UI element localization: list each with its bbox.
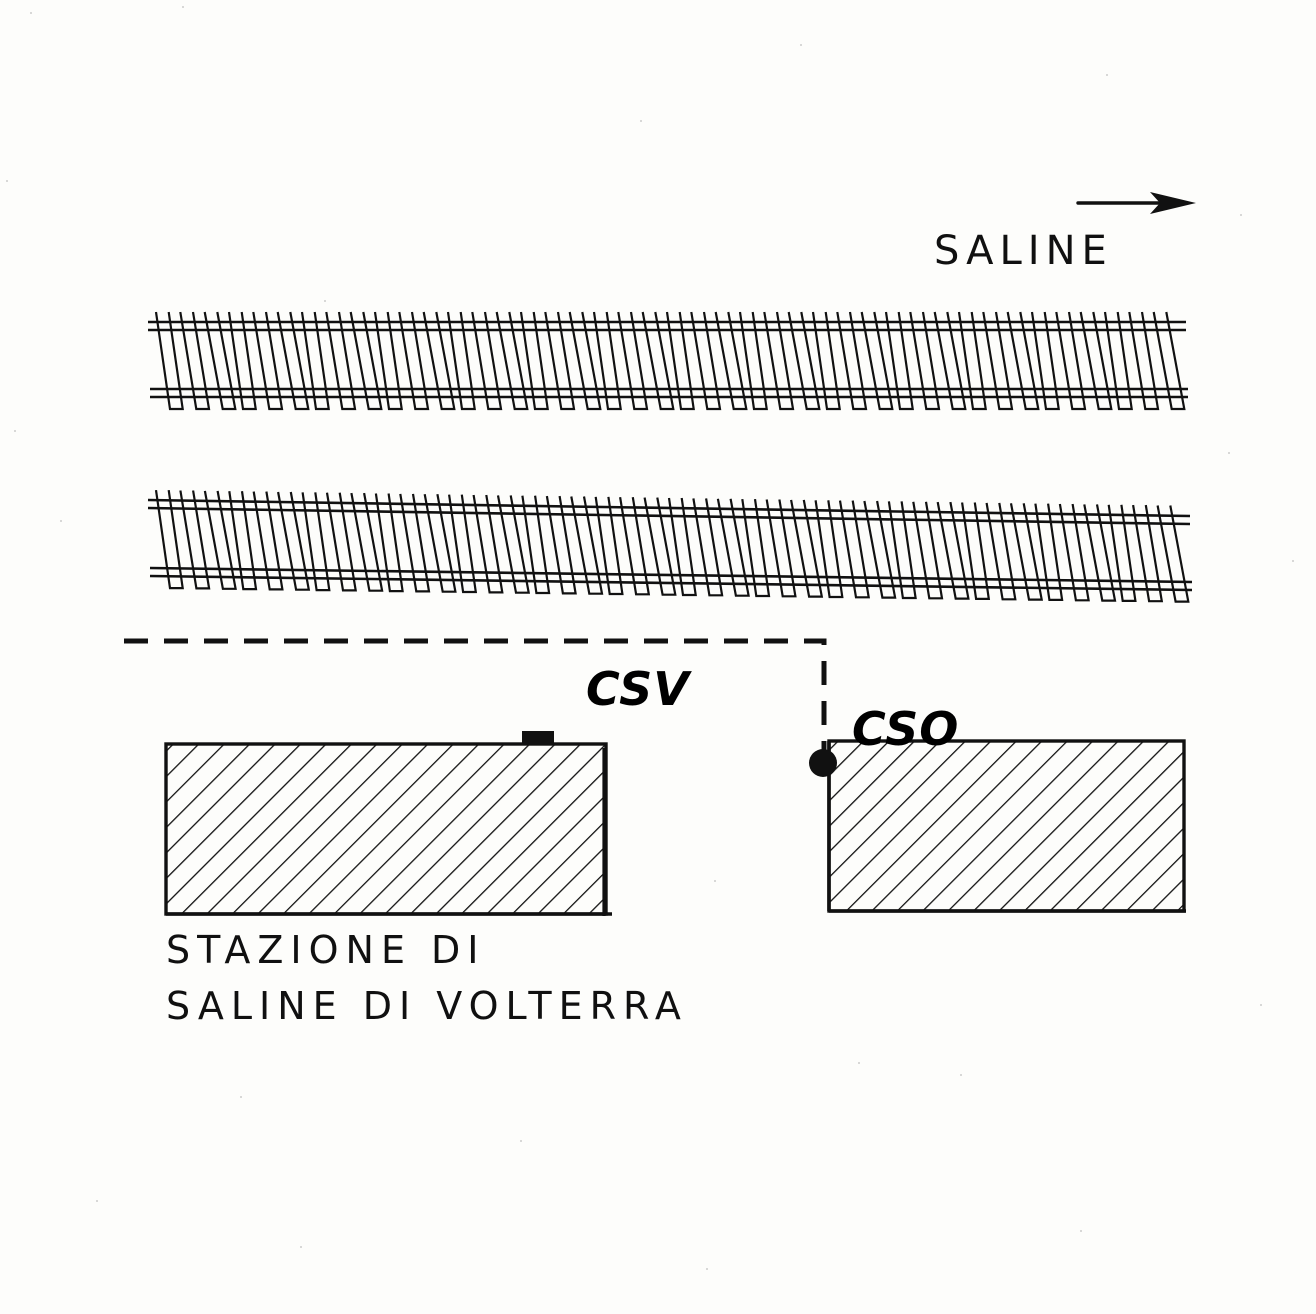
insulator-marker [522, 731, 554, 745]
paper-speck [324, 300, 326, 302]
paper-speck [1106, 74, 1108, 76]
track-upper [148, 312, 1188, 409]
paper-speck [182, 6, 184, 8]
paper-speck [300, 1246, 302, 1248]
paper-speck [6, 180, 8, 182]
paper-speck [1240, 214, 1242, 216]
paper-speck [60, 520, 62, 522]
building-cso [829, 741, 1186, 911]
paper-speck [960, 1074, 962, 1076]
paper-speck [520, 1140, 522, 1142]
label-cso: CSO [852, 702, 960, 756]
station-label-line-1: STAZIONE DI [166, 928, 486, 972]
paper-speck [1228, 452, 1230, 454]
paper-speck [14, 430, 16, 432]
station-building-csv [166, 744, 612, 916]
paper-speck [1292, 560, 1294, 562]
paper-speck [858, 1062, 860, 1064]
paper-speck [706, 1268, 708, 1270]
paper-speck [640, 120, 642, 122]
paper-speck [240, 1096, 242, 1098]
connection-dot [809, 749, 837, 777]
direction-label-saline: SALINE [934, 228, 1113, 274]
station-label-line-2: SALINE DI VOLTERRA [166, 984, 688, 1028]
paper-speck [800, 44, 802, 46]
direction-arrow-icon [1078, 192, 1196, 214]
paper-speck [30, 12, 32, 14]
label-csv: CSV [586, 662, 690, 716]
paper-speck [714, 880, 716, 882]
track-lower [148, 490, 1192, 601]
paper-speck [1080, 1230, 1082, 1232]
paper-speck [96, 1200, 98, 1202]
paper-speck [1260, 1004, 1262, 1006]
